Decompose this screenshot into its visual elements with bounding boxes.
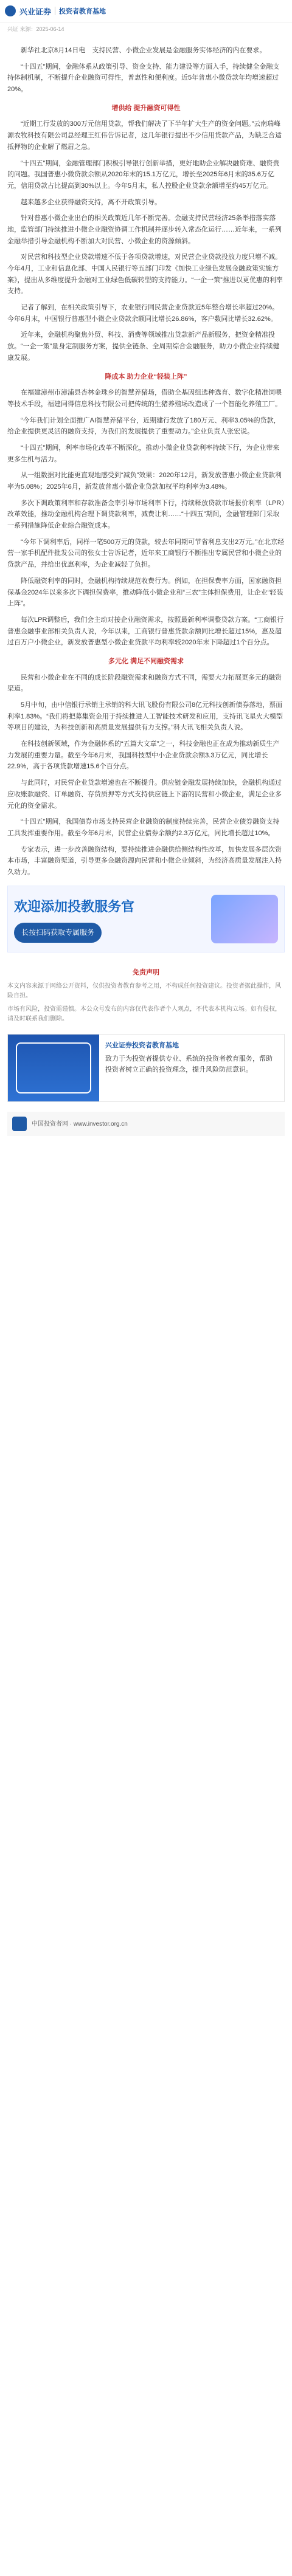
paragraph: 每次LPR调整后，我们会主动对接企业融资需求，按照最新利率调整贷款方案。“工商银行普惠金融事业部相关负责人说，今年以来，工商银行普惠贷款余额同比增长超过15%，惠及超过百万户小微企业，新发放普惠型小微企业贷款平均利率较2020年末下降超过1个百分点。: [7, 616, 284, 647]
paragraph: 民营和小微企业在不同的成长阶段融资需求和融资方式不同，需要大力拓展更多元的融资渠道。: [7, 673, 282, 693]
footer-text: 中国投资者网 · www.investor.org.cn: [32, 1120, 128, 1128]
paragraph: 针对普惠小微企业出台的相关政策近几年不断完善。金融支持民营经济25条举措落实落地，监管部门持续推进小微企业融资协调工作机制并逐步转入常态化运行……近年来，一系列金融举措引导金融机构不断加大对民营、小微企业的资源倾斜。: [7, 215, 282, 245]
brand-card-image: [8, 1035, 99, 1101]
section-heading: 降成本 助力企业“轻装上阵”: [105, 373, 187, 381]
paragraph: 从一组数据对比能更直观地感受到“减负”效果：2020年12月，新发放普惠小微企业贷款利率为5.08%；2025年6月，新发放普惠小微企业贷款加权平均利率为3.48%。: [7, 472, 282, 491]
brand-logo-frame: [16, 1042, 91, 1093]
brand-logo-icon: [5, 5, 16, 16]
section-heading: 增供给 提升融资可得性: [111, 104, 181, 112]
brand-card-desc: 致力于为投资者提供专业、系统的投资者教育服务，帮助投资者树立正确的投资理念，提升风险防范意识。: [105, 1055, 273, 1073]
article-body: [0, 35, 292, 1165]
bottom-spacer: [7, 1136, 285, 1160]
paragraph: “十四五”期间，利率市场化改革不断深化，推动小微企业贷款利率持续下行，为企业带来更多生机与活力。: [7, 444, 280, 463]
paragraph: 与此同时，对民营企业贷款增速也在不断提升。供应链金融发展持续加快，金融机构通过应收账款融资、订单融资、存货质押等方式支持供应链上下游的民营和小微企业，满足企业多元化的资金需求。: [7, 779, 282, 810]
paragraph: 新华社北京8月14日电 支持民营、小微企业发展是金融服务实体经济的内在要求。: [21, 47, 266, 54]
paragraph: 在福建漳州市漳浦县杏林金珠乡的智慧养猪场，借助全基因组选种选育、数字化精准饲喂等技术手段，福建同得信息科技有限公司把传统的生猪养殖场改造成了一个智能化养殖工厂。: [7, 389, 282, 408]
paragraph: “十四五”期间，金融管理部门积极引导银行创新举措，更好地助企业解决融资难、融资贵的问题。我国普惠小微贷款余额从2020年末的15.1万亿元，增长至2025年6月末的35.6万亿元，信用贷款占比提高到30%以上。今年5月末，私人控股企业贷款余额增至约45万亿元。: [7, 159, 280, 190]
paragraph: 越来越多企业获得融资支持，离不开政策引导。: [21, 198, 161, 206]
paragraph: 专家表示，进一步改善融资结构，要持续推进金融供给侧结构性改革，加快发展多层次资本市场，丰富融资渠道，引导更多金融资源向民营和小微企业倾斜，为经济高质量发展注入持久动力。: [7, 845, 282, 876]
brand-card-title: 兴业证券投资者教育基地: [105, 1042, 179, 1050]
paragraph: 5月中旬，由中信银行承销主承销的科大讯飞股份有限公司8亿元科技创新债券落地，票面利率1.83%。“我们将把募集资金用于持续推进人工智能技术研发和应用，支持讯飞星火大模型等项目的建设，为科技创新和高质量发展提供有力支撑。”科大讯飞相关负责人说。: [7, 701, 283, 732]
brand-card: [7, 1034, 285, 1102]
brand-card-text: [99, 1035, 284, 1101]
paragraph: “十四五”期间，金融体系从政策引导、资金支持、能力建设等方面入手，持续健全金融支持体制机制，不断提升企业融资可得性，普惠性和便利度。近5年普惠小微贷款年均增速超过20%。: [7, 63, 280, 94]
service-banner[interactable]: [7, 886, 285, 952]
paragraph: “今年我们计划全面推广AI智慧养猪平台，近期建行发放了180万元、利率3.05%的贷款，给企业提供更灵活的融资支持，为我们的发展提供了重要动力。”企业负责人张宏说。: [7, 416, 280, 436]
disclaimer-title: 免责声明: [133, 968, 159, 976]
disclaimer-paragraph: 本文内容来源于网络公开资料，仅供投资者教育参考之用，不构成任何投资建议。投资者据此操作，风险自担。: [7, 983, 281, 1000]
section-heading: 多元化 满足不同融资需求: [108, 657, 184, 665]
banner-text-group: [14, 895, 134, 943]
brand-name: 兴业证券: [19, 7, 52, 16]
paragraph: “十四五”期间，我国债券市场支持民营企业融资的制度持续完善，民营企业债券融资支持工具发挥重要作用。截至今年6月末，民营企业债券余额约2.3万亿元，同比增长超过10%。: [7, 818, 280, 837]
paragraph: “今年下调利率后，同样一笔500万元的贷款，较去年同期可节省利息支出2万元。”在北京经营一家手机配件批发公司的张女士告诉记者，近年来工商银行不断推出专属民营和小微企业的贷款产品，并给出优惠利率，为企业减轻了负担。: [7, 538, 285, 569]
article-meta: 兴证 来源：2025-06-14: [7, 26, 64, 32]
edu-base-label: 投资者教育基地: [59, 8, 106, 15]
paragraph: 近年来，金融机构聚焦外贸、科技、消费等领域推出贷款新产品新服务，把资金精准投放。“一企一策”量身定制服务方案，提供全链条、全周期综合金融服务，助力小微企业持续健康发展。: [7, 331, 280, 362]
paragraph: 降低融资利率的同时，金融机构持续规范收费行为。例如，在担保费率方面，国家融资担保基金2024年以来多次下调担保费率，推动降低小微企业和“三农”主体担保费用，让企业“轻装上阵”。: [7, 577, 283, 608]
banner-cta[interactable]: 长按扫码获取专属服务: [14, 923, 102, 942]
disclaimer-paragraph: 市场有风险，投资需谨慎。本公众号发布的内容仅代表作者个人观点，不代表本机构立场。如有侵权，请及时联系我们删除。: [7, 1006, 281, 1023]
paragraph: 对民营和科技型企业贷款增速不低于各项贷款增速，对民营企业贷款投放力度只增不减。今年4月，工业和信息化部、中国人民银行等五部门印发《加快工业绿色发展金融政策实施方案》，提出从多维度提升金融对工业绿色低碳转型的支持能力。“一企一策”推进以更优惠的利率支持。: [7, 253, 283, 295]
footer-bar: [7, 1112, 285, 1136]
top-header: [0, 0, 292, 22]
paragraph: 记者了解到，在相关政策引导下，农业银行同民营企业贷款近5年整合增长率超过20%。今年6月末，中国银行普惠型小微企业贷款余额同比增长26.86%，客户数同比增长32.62%。: [7, 304, 279, 323]
investor-net-logo-icon: [12, 1117, 27, 1131]
banner-mascot-image: [211, 895, 278, 943]
banner-title: 欢迎添加投教服务官: [14, 898, 135, 914]
paragraph: “近期工行发放的300万元信用贷款，帮我们解决了下半年扩大生产的资金问题。”云南瑞峰源农牧科技有限公司总经理王红伟告诉记者，这几年银行提出不少信用贷款产品，为缺乏合适抵押物的企业解了燃眉之急。: [7, 120, 282, 151]
paragraph: 多次下调政策利率和存款准备金率引导市场利率下行，持续释放贷款市场报价利率（LPR）改革效能，推动金融机构合理下调贷款利率，减费让利……“十四五”期间，金融管理部门采取一系列措施降低企业综合融资成本。: [7, 499, 285, 530]
paragraph: 在科技创新领域，作为金融体系的“五篇大文章”之一，科技金融也正在成为推动新质生产力发展的重要力量。截至今年6月末，我国科技型中小企业贷款余额3.3万亿元，同比增长22.9%，高于各项贷款增速15.6个百分点。: [7, 740, 280, 771]
